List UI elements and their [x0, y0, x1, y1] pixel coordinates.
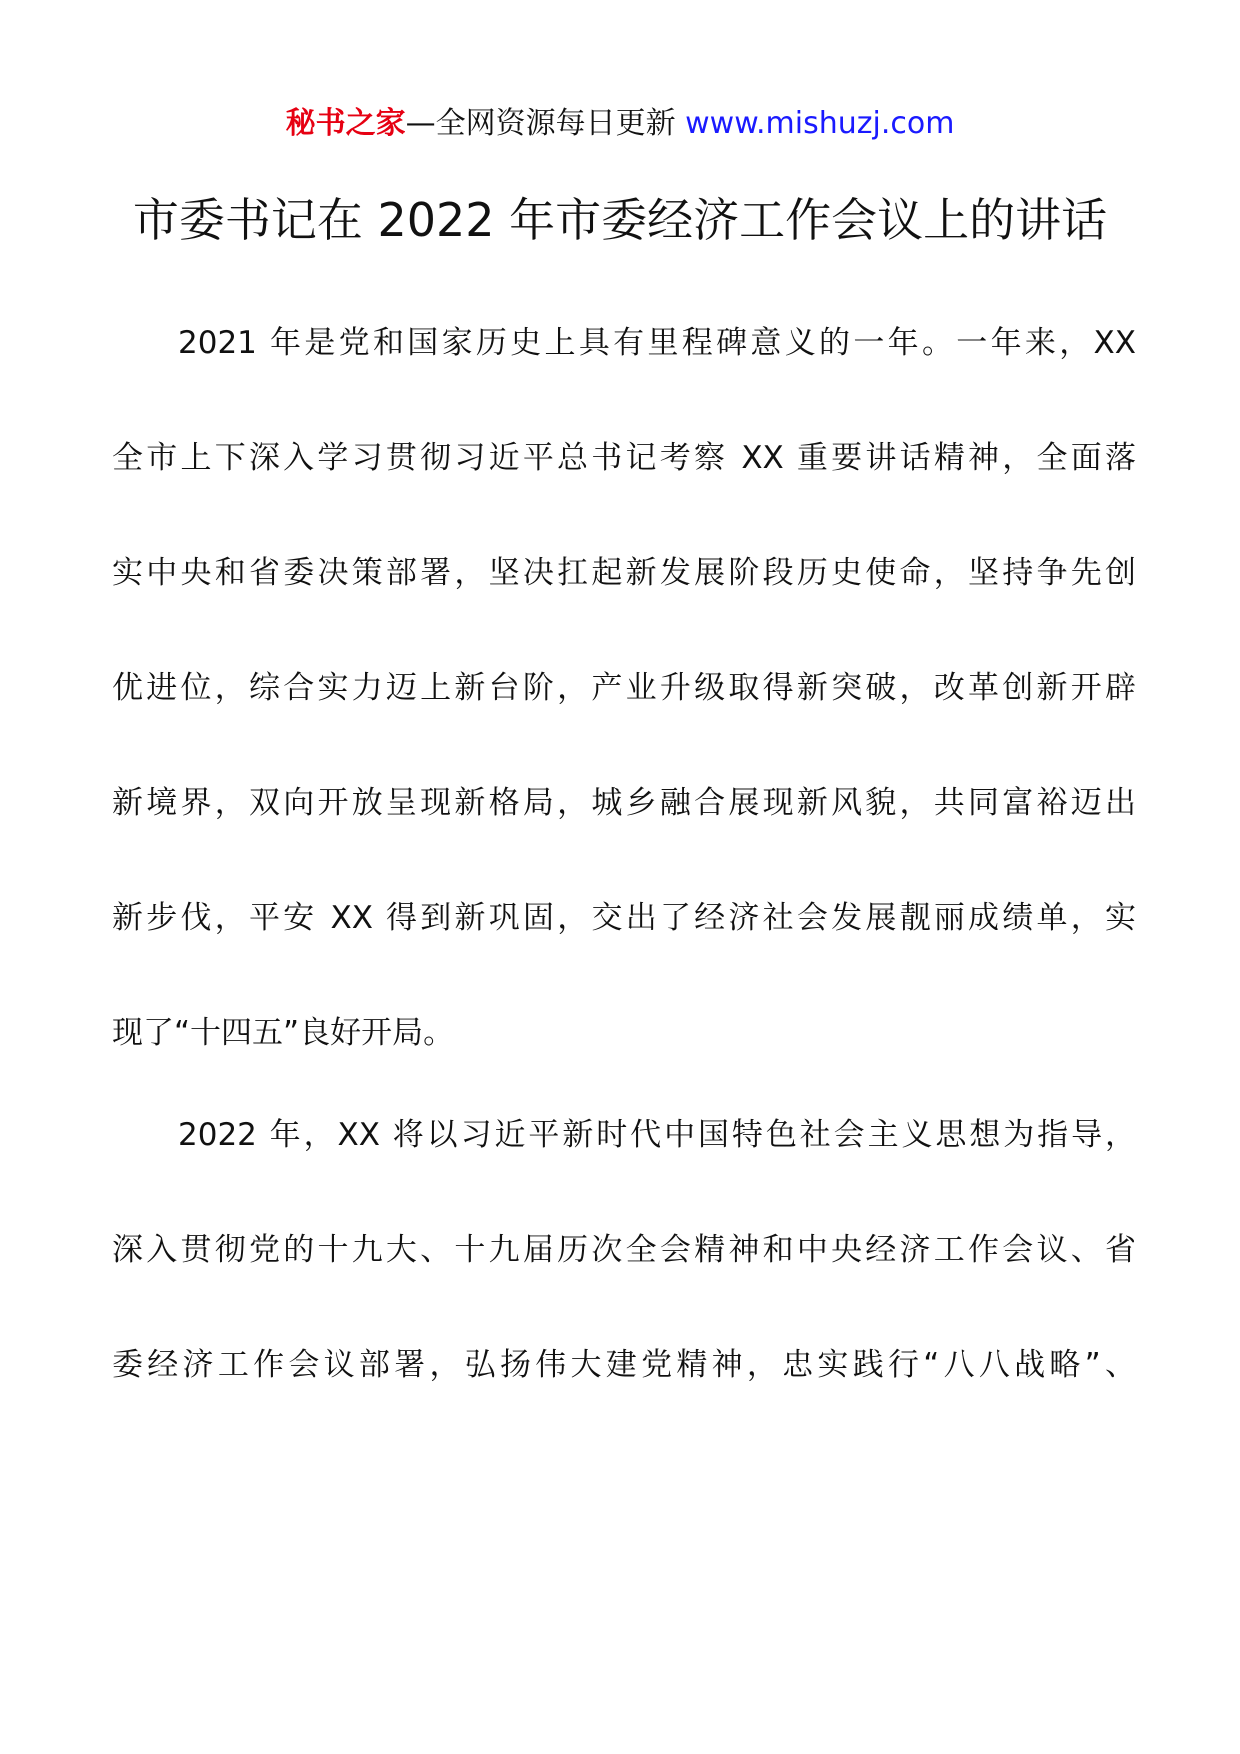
paragraph-1-line-3: 实中央和省委决策部署，坚决扛起新发展阶段历史使命，坚持争先创 [112, 555, 1136, 591]
paragraph-2-line-3: 委经济工作会议部署，弘扬伟大建党精神，忠实践行“八八战略”、 [112, 1347, 1136, 1383]
paragraph-1-line-5: 新境界，双向开放呈现新格局，城乡融合展现新风貌，共同富裕迈出 [112, 785, 1136, 821]
site-slogan: —全网资源每日更新 [405, 106, 676, 141]
document-title: 市委书记在 2022 年市委经济工作会议上的讲话 [132, 193, 1108, 247]
paragraph-1-line-7: 现了“十四五”良好开局。 [112, 1015, 455, 1051]
paragraph-2-line-1: 2022 年，XX 将以习近平新时代中国特色社会主义思想为指导， [178, 1117, 1136, 1153]
paragraph-1-line-1: 2021 年是党和国家历史上具有里程碑意义的一年。一年来，XX [178, 325, 1136, 361]
paragraph-2-line-2: 深入贯彻党的十九大、十九届历次全会精神和中央经济工作会议、省 [112, 1232, 1136, 1268]
paragraph-1-line-4: 优进位，综合实力迈上新台阶，产业升级取得新突破，改革创新开辟 [112, 670, 1136, 706]
site-brand: 秘书之家 [285, 106, 406, 141]
paragraph-1-line-2: 全市上下深入学习贯彻习近平总书记考察 XX 重要讲话精神，全面落 [112, 440, 1136, 476]
paragraph-1-line-6: 新步伐，平安 XX 得到新巩固，交出了经济社会发展靓丽成绩单，实 [112, 900, 1136, 936]
site-header [0, 104, 1240, 144]
site-url-link[interactable]: www.mishuzj.com [685, 106, 955, 141]
